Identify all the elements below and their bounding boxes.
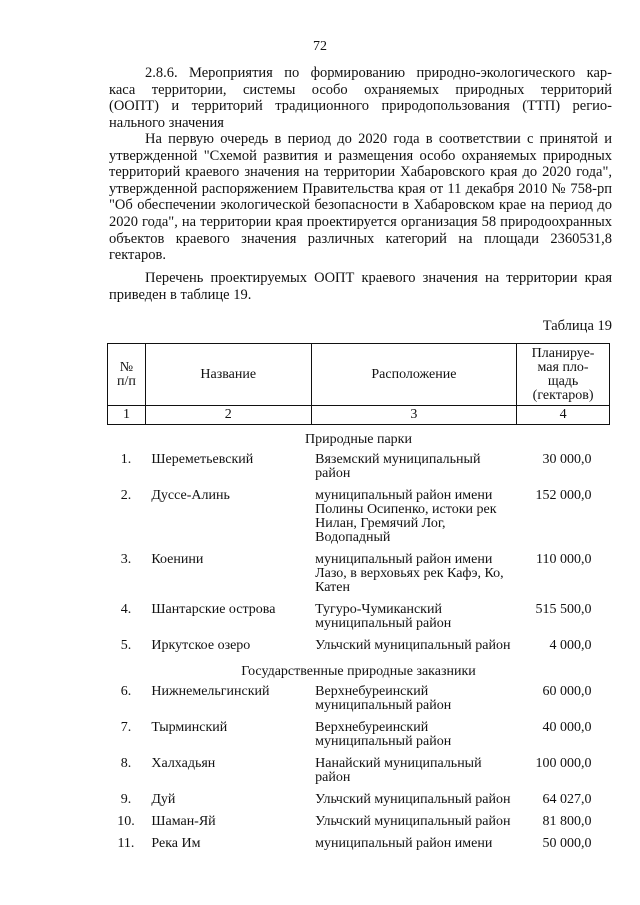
row-location: Ульчский муниципальный район (315, 792, 511, 807)
row-location: Верхнебуреинский муниципальный район (315, 720, 452, 749)
row-location: Нанайский муниципальный район (315, 756, 482, 785)
heading-line: (ООПТ) и территорий традиционного природопользования (ТТП) регио- (109, 98, 612, 115)
row-number: 3. (120, 552, 132, 567)
index-cell: 3 (311, 406, 517, 425)
row-number: 4. (120, 602, 132, 617)
table-row (108, 833, 610, 855)
index-cell: 1 (108, 406, 146, 425)
header-num: № п/п (108, 344, 146, 406)
group-heading-row (108, 425, 610, 450)
table-header-row (108, 344, 610, 406)
row-name: Река Им (151, 836, 201, 851)
row-area: 30 000,0 (542, 452, 592, 467)
row-area: 4 000,0 (549, 638, 592, 653)
row-location: муниципальный район имени (315, 836, 493, 851)
row-location: Ульчский муниципальный район (315, 638, 511, 653)
row-area: 81 800,0 (542, 814, 592, 829)
header-location: Расположение (311, 344, 517, 406)
header-name: Название (145, 344, 311, 406)
paragraph-text: Перечень проектируемых ООПТ краевого значения на территории края приведен в таблице 19. (109, 270, 612, 303)
group-heading-row (108, 657, 610, 681)
table-row (108, 449, 610, 485)
table-row (108, 681, 610, 717)
row-area: 152 000,0 (535, 488, 592, 503)
row-name: Халхадьян (151, 756, 216, 771)
table-row (108, 811, 610, 833)
table-row (108, 789, 610, 811)
index-cell: 4 (517, 406, 610, 425)
table-caption: Таблица 19 (542, 318, 612, 334)
group-title: Природные парки (305, 431, 412, 447)
row-area: 60 000,0 (542, 684, 592, 699)
row-area: 50 000,0 (542, 836, 592, 851)
table-row (108, 485, 610, 549)
row-name: Тырминский (151, 720, 228, 735)
row-name: Шаман-Яй (151, 814, 216, 829)
row-name: Дуй (151, 792, 176, 807)
oopt-table (107, 343, 610, 855)
row-name: Нижнемельгинский (151, 684, 270, 699)
table-row (108, 549, 610, 599)
index-cell: 2 (145, 406, 311, 425)
row-area: 64 027,0 (542, 792, 592, 807)
row-area: 515 500,0 (535, 602, 592, 617)
row-name: Шереметьевский (151, 452, 254, 467)
row-name: Коенини (151, 552, 204, 567)
row-number: 10. (117, 814, 135, 829)
table-body (108, 425, 610, 856)
row-number: 5. (120, 638, 132, 653)
row-location: муниципальный район имени Полины Осипенко, истоки рек Нилан, Гремячий Лог, Водопадный (315, 488, 497, 545)
row-number: 9. (120, 792, 132, 807)
row-area: 100 000,0 (535, 756, 592, 771)
row-number: 2. (120, 488, 132, 503)
row-number: 11. (117, 836, 135, 851)
row-number: 7. (120, 720, 132, 735)
table-row (108, 753, 610, 789)
row-area: 40 000,0 (542, 720, 592, 735)
row-area: 110 000,0 (536, 552, 592, 567)
row-location: Ульчский муниципальный район (315, 814, 511, 829)
row-name: Шантарские острова (151, 602, 276, 617)
row-location: Верхнебуреинский муниципальный район (315, 684, 452, 713)
heading-line: каса территории, системы особо охраняемых природных территорий (109, 81, 612, 98)
row-name: Иркутское озеро (151, 638, 251, 653)
table-index-row (108, 406, 610, 425)
row-location: Вяземский муниципальный район (315, 452, 481, 481)
row-location: муниципальный район имени Лазо, в верховьях рек Кафэ, Ко, Катен (315, 552, 504, 595)
page-number: 72 (313, 39, 327, 54)
table-row (108, 717, 610, 753)
header-area: Планируе- мая пло- щадь (гектаров) (517, 344, 610, 406)
heading-line: 2.8.6. Мероприятия по формированию природно-экологического кар- (145, 65, 612, 81)
paragraph-table-ref (109, 270, 612, 303)
heading-line: нального значения (109, 114, 224, 131)
row-number: 1. (120, 452, 132, 467)
paragraph-text: На первую очередь в период до 2020 года в соответствии с принятой и утвержденной "Схемой развития и размещения особо охраняемых природных территорий краевого значения на территории Хабаровского края до 2020 года", утвержденной распоряжением Правительства края от 11 декабря 2010 № 758-рп "Об обеспечении экологической безопасности в Хабаровском крае на период до 2020 года", на территории края проектируется организация 58 природоохранных объектов краевого значения различных категорий на площади 2360531,8 гектаров. (109, 131, 612, 264)
table-row (108, 599, 610, 635)
paragraph-first-stage (109, 131, 612, 264)
row-number: 8. (120, 756, 132, 771)
row-name: Дуссе-Алинь (151, 488, 230, 503)
group-title: Государственные природные заказники (241, 663, 476, 679)
table-row (108, 635, 610, 657)
section-heading (109, 65, 612, 131)
row-number: 6. (120, 684, 132, 699)
row-location: Тугуро-Чумиканский муниципальный район (315, 602, 452, 631)
